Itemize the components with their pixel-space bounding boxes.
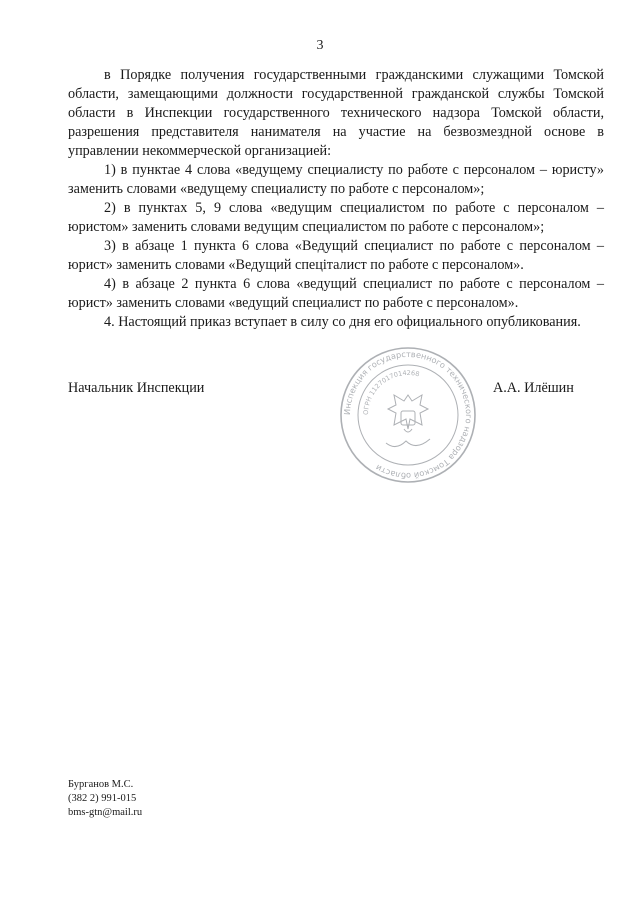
contact-phone: (382 2) 991-015 bbox=[68, 793, 137, 804]
contact-author: Бурганов М.С. bbox=[68, 779, 134, 790]
stamp-signature-stroke bbox=[386, 439, 430, 447]
signer-position: Начальник Инспекции bbox=[68, 380, 205, 396]
contact-email: bms-gtn@mail.ru bbox=[68, 807, 143, 818]
contact-info bbox=[68, 778, 142, 820]
stamp-inner-text: ОГРН 1127017014268 bbox=[361, 368, 421, 416]
coat-of-arms-icon bbox=[388, 395, 428, 432]
stamp-outer-text: Инспекция государственного технического надзора Томской области bbox=[341, 348, 475, 482]
amendment-item-1: 1) в пунктае 4 слова «ведущему специалисту по работе с персоналом – юристу» заменить словами «ведущему специалисту по работе с персоналом»; bbox=[68, 162, 604, 197]
amendment-item-4: 4) в абзаце 2 пункта 6 слова «ведущий специалист по работе с персоналом – юрист» заменить словами «ведущий специалист по работе с персоналом». bbox=[68, 276, 604, 311]
amendment-item-2: 2) в пунктах 5, 9 слова «ведущим специалистом по работе с персоналом – юристом» заменить словами ведущим специалистом по работе с персоналом»; bbox=[68, 200, 604, 235]
official-stamp bbox=[338, 345, 478, 485]
intro-paragraph: в Порядке получения государственными гражданскими служащими Томской области, замещающими должности государственной гражданской службы Томской области в Инспекции государственного технического надзора Томской области, разрешения представителя нанимателя на участие на безвозмездной основе в управлении некоммерческой организацией: bbox=[68, 67, 604, 159]
page-number: 3 bbox=[316, 38, 324, 53]
effective-date-clause: 4. Настоящий приказ вступает в силу со дня его официального опубликования. bbox=[104, 314, 581, 330]
amendment-item-3: 3) в абзаце 1 пункта 6 слова «Ведущий специалист по работе с персоналом – юрист» заменить словами «Ведущий спецiталист по работе с персоналом». bbox=[68, 238, 604, 273]
order-body bbox=[68, 66, 604, 332]
signer-name: А.А. Илёшин bbox=[493, 380, 574, 396]
